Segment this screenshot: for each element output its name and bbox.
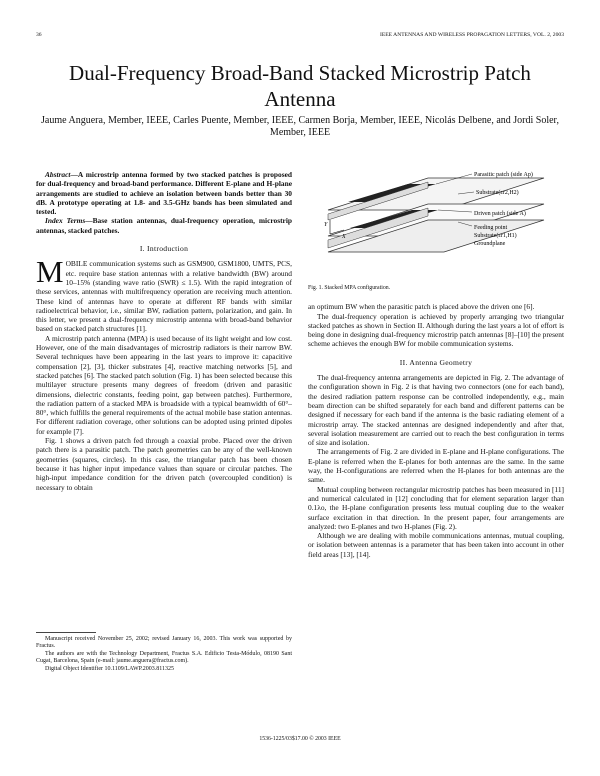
section-heading-introduction: I. Introduction [139,244,189,254]
abstract [36,170,292,216]
footnote-doi: Digital Object Identifier 10.1109/LAWP.2003.811325 [45,665,175,672]
drop-cap: M [36,254,64,290]
index-terms-text: Base station antennas, dual-frequency operation, microstrip antennas, stacked patches. [36,216,292,235]
label-groundplane: Groundplane [474,241,506,247]
geometry-paragraph-2: The arrangements of Fig. 2 are divided in E-plane and H-plane configurations. The E-plane is referred when the E-planes for both antennas are the same. In the same way, the H-configurations are referred when the H-planes for both antennas are the same. [308,447,564,485]
axis-y-label: Y [324,222,328,228]
intro-paragraph-3: Fig. 1 shows a driven patch fed through a coaxial probe. Placed over the driven patch there is a parasitic patch. The patch geometries can be any of the well-known geometries (squares, circles). In this case, the triangular patch has been chosen because it has higher input impedance values than square or circular patches. The high-input impedance condition for the driven patch (overcoupled condition) is necessary to obtain [36,436,292,492]
intro-p1-text: OBILE communication systems such as GSM900, GSM1800, UMTS, PCS, etc. require base station antennas with a relative bandwidth (BW) around 10–15% (standing wave ratio (SWR) ≤ 1.5). With the rapid integration of these services, antennas with multifrequency operation are receiving much attention. These kind of antennas have to operate at different RF bands with similar radioelectrical behavior, i.e., similar BW, radiation pattern, polarization, and gain. In this letter, we present a dual-frequency microstrip antenna with broad-band behavior based on stacked patch structures [1]. [36,259,292,334]
index-terms-label: Index Terms— [45,216,93,226]
intro-paragraph-4: The dual-frequency operation is achieved by properly arranging two triangular stacked patches as shown in Section II. Although during the last years a lot of effort is being done in designing dual-frequency microstrip patch antennas [8]–[10] the present scheme achieves the enough BW for mobile communication systems. [308,311,564,349]
intro-paragraph-1 [36,254,292,334]
geometry-paragraph-1: The dual-frequency antenna arrangements are depicted in Fig. 2. The advantage of the configuration shown in Fig. 2 is that having two connectors (one for each band), the desired radiation pattern response can be controlled independently, e.g., main beam direction can be shifted separately for each band and different patterns can be designed if necessary for each band if the antenna is the basic radiating element of a microstrip array. The stacked antennas are designed independently and after that, several isolation measurement are carried out to reach the best configuration in terms of size and isolation. [308,373,564,448]
index-terms [36,216,292,235]
geometry-paragraph-3: Mutual coupling between rectangular microstrip patches has been measured in [11] and numerical calculated in [12] concluding that for element separation larger than 0.1λo, the H-plane configuration presents less mutual coupling due to the weaker surface excitation in that direction. In the present paper, four arrangements are analyzed: two E-planes and two H-planes (Fig. 2). [308,484,564,531]
figure-caption: Fig. 1. Stacked MPA configuration. [308,285,391,291]
section-heading-antenna-geometry: II. Antenna Geometry [399,357,473,367]
copyright-footer: 1536-1225/03$17.00 © 2003 IEEE [259,736,341,742]
intro-paragraph-3-continued: an optimum BW when the parasitic patch is placed above the driven one [6]. [308,302,535,312]
footnotes [36,636,292,673]
abstract-label: Abstract— [45,170,78,179]
paper-title: Dual-Frequency Broad-Band Stacked Microstrip Patch Antenna [69,61,531,111]
abstract-text: A microstrip antenna formed by two stacked patches is proposed for dual-frequency and broad-band performance. Different E-plane and H-plane arrangements are studied to achieve an isolation between bands better than 30 dB. A prototype operating at 1.8- and 3.5-GHz bands has been simulated and tested. [36,170,292,217]
stacked-mpa-diagram [308,170,564,282]
page-number: 36 [36,32,42,38]
figure-1 [308,170,564,282]
intro-paragraph-2: A microstrip patch antenna (MPA) is used because of its light weight and low cost. However, one of the main disadvantages of microstrip radiators is their narrow BW. Several techniques have been appearing in the last years to improve it: capacitive compensation [2], [3], thicker substrates [4], reactive matching networks [5], and stacked patches [6]. The stacked patch solution (Fig. 1) has been selected because this multilayer structure presents many degrees of freedom (driven and parasitic dimensions, dielectric constants, feeding point, gap between patches). Furthermore, the radiation pattern of a stacked MPA is broadside with a typical beamwidth of 60°–80°, which fulfills the general requirements of the actual mobile base station antennas. For different radiation coverage, other solutions can be adopted using printed dipoles for example [7]. [36,333,292,436]
footnote-received: Manuscript received November 25, 2002; revised January 16, 2003. This work was supported by Fractus. [36,636,292,650]
right-column [308,170,564,559]
journal-header: IEEE ANTENNAS AND WIRELESS PROPAGATION LETTERS, VOL. 2, 2003 [379,32,564,38]
axis-x-label: X [342,234,346,240]
label-parasitic: Parasitic patch (side Ap) [474,172,533,178]
label-substrate2: Substrate(εr2,H2) [476,190,519,196]
author-list: Jaume Anguera, Member, IEEE, Carles Puente, Member, IEEE, Carmen Borja, Member, IEEE, Nicolás Delbene, and Jordi Soler, Member, IEEE [41,115,559,138]
label-driven: Driven patch (side A) [474,211,526,217]
label-feeding: Feeding point [474,225,508,231]
footnote-affiliation: The authors are with the Technology Department, Fractus S.A. Edificio Testa-Módulo, 08190 Sant Cugat, Barcelona, Spain (e-mail: jaume.anguera@fractus.com). [36,650,292,665]
footnote-rule [36,632,96,633]
geometry-paragraph-4: Although we are dealing with mobile communications antennas, mutual coupling, or isolation between antennas is a parameter that has been taken into account in other field areas [13], [14]. [308,531,564,559]
left-column [36,170,292,492]
label-substrate1: Substrate(εr1,H1) [474,233,517,239]
